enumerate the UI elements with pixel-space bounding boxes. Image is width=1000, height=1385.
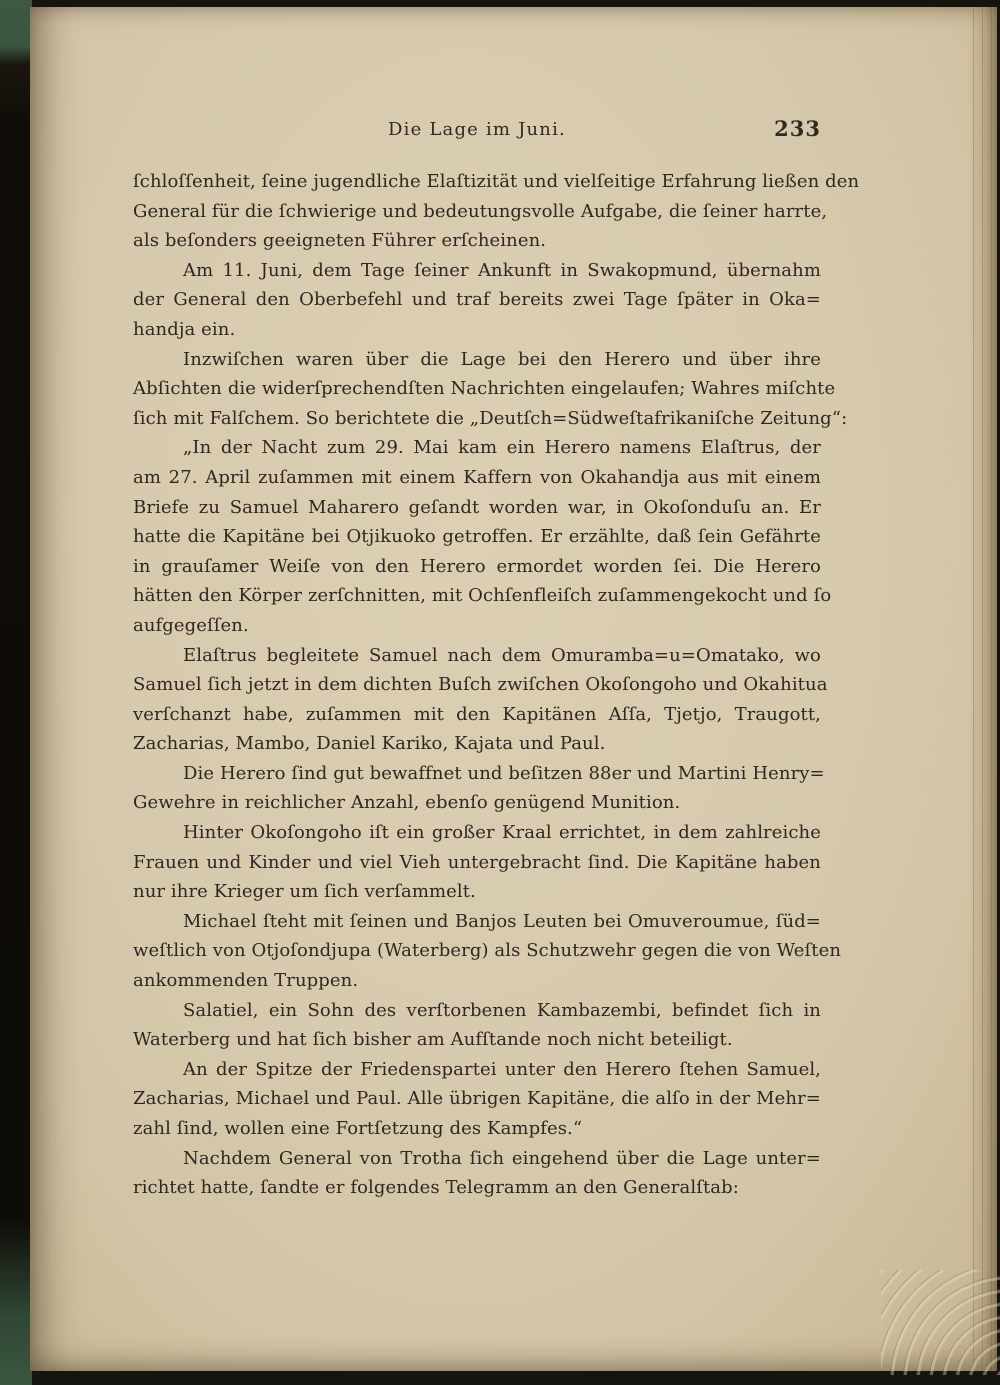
paragraph — [133, 641, 828, 759]
text-line: in grauſamer Weiſe von den Herero ermordet worden ſei. Die Herero — [133, 555, 821, 577]
text-line: zahl ſind, wollen eine Fortſetzung des Kampfes.“ — [133, 1118, 583, 1139]
paragraph — [133, 256, 821, 345]
page — [30, 7, 997, 1371]
text-line: General für die ſchwierige und bedeutungsvolle Aufgabe, die ſeiner harrte, — [133, 200, 828, 222]
text-line: Samuel ſich jetzt in dem dichten Buſch zwiſchen Okoſongoho und Okahitua — [133, 674, 828, 696]
page-body — [133, 167, 860, 1203]
text-line: ſchloſſenheit, ſeine jugendliche Elaſtizität und vielſeitige Erfahrung ließen den — [133, 171, 860, 192]
paragraph — [133, 345, 848, 434]
text-line: „In der Nacht zum 29. Mai kam ein Herero namens Elaſtrus, der — [183, 437, 821, 459]
paragraph — [133, 167, 860, 256]
paragraph — [133, 996, 821, 1055]
text-line: ankommenden Truppen. — [133, 970, 359, 992]
text-line: am 27. April zuſammen mit einem Kaffern von Okahandja aus mit einem — [133, 466, 821, 488]
text-line: Briefe zu Samuel Maharero geſandt worden war, in Okoſonduſu an. Er — [133, 496, 821, 518]
text-line: hätten den Körper zerſchnitten, mit Ochſenfleiſch zuſammengekocht und ſo — [133, 585, 832, 607]
text-line: hatte die Kapitäne bei Otjikuoko getroffen. Er erzählte, daß ſein Gefährte — [133, 526, 821, 548]
text-line: als beſonders geeigneten Führer erſcheinen. — [133, 230, 547, 252]
text-line: An der Spitze der Friedenspartei unter den Herero ſtehen Samuel, — [183, 1058, 821, 1080]
paragraph — [133, 1055, 821, 1144]
text-line: Zacharias, Michael und Paul. Alle übrigen Kapitäne, die alſo in der Mehr= — [133, 1088, 821, 1110]
text-line: Zacharias, Mambo, Daniel Kariko, Kajata und Paul. — [133, 733, 606, 755]
text-line: Am 11. Juni, dem Tage ſeiner Ankunft in Swakopmund, übernahm — [183, 259, 821, 281]
text-line: Nachdem General von Trotha ſich eingehend über die Lage unter= — [183, 1147, 821, 1169]
text-line: Elaſtrus begleitete Samuel nach dem Omuramba=u=Omatako, wo — [183, 644, 821, 666]
paragraph — [133, 433, 832, 640]
paragraph — [133, 907, 842, 996]
text-line: weſtlich von Otjoſondjupa (Waterberg) als Schutzwehr gegen die von Weſten — [133, 940, 842, 962]
page-number: 233 — [774, 116, 821, 141]
text-line: aufgegeſſen. — [133, 614, 249, 636]
text-line: Frauen und Kinder und viel Vieh untergebracht ſind. Die Kapitäne haben — [133, 851, 821, 873]
running-header — [133, 116, 821, 141]
text-line: Die Herero ſind gut bewaffnet und beſitzen 88er und Martini Henry= — [183, 762, 825, 784]
text-line: Salatiel, ein Sohn des verſtorbenen Kambazembi, befindet ſich in — [183, 999, 821, 1021]
text-line: verſchanzt habe, zuſammen mit den Kapitänen Aſſa, Tjetjo, Traugott, — [133, 703, 821, 725]
page-stack-edges — [967, 7, 997, 1371]
text-line: Inzwiſchen waren über die Lage bei den Herero und über ihre — [183, 348, 821, 370]
text-line: Gewehre in reichlicher Anzahl, ebenſo genügend Munition. — [133, 792, 681, 814]
text-line: Hinter Okoſongoho iſt ein großer Kraal errichtet, in dem zahlreiche — [183, 822, 821, 844]
text-line: nur ihre Krieger um ſich verſammelt. — [133, 881, 476, 903]
paragraph — [133, 818, 821, 907]
text-line: Waterberg und hat ſich bisher am Aufſtande noch nicht beteiligt. — [133, 1029, 733, 1051]
text-line: richtet hatte, ſandte er folgendes Telegramm an den Generalſtab: — [133, 1177, 739, 1199]
text-line: ſich mit Falſchem. So berichtete die „Deutſch=Südweſtafrikaniſche Zeitung“: — [133, 407, 848, 429]
page-header-title: Die Lage im Juni. — [388, 119, 566, 140]
paragraph — [133, 759, 825, 818]
text-line: handja ein. — [133, 318, 236, 340]
text-line: Abſichten die widerſprechendſten Nachrichten eingelaufen; Wahres miſchte — [133, 378, 836, 400]
page-corner-stack — [881, 1270, 1000, 1375]
paragraph — [133, 1144, 821, 1203]
text-line: der General den Oberbefehl und traf bereits zwei Tage ſpäter in Oka= — [133, 289, 821, 311]
book-binding-edge — [0, 0, 32, 1385]
text-line: Michael ſteht mit ſeinen und Banjos Leuten bei Omuveroumue, ſüd= — [183, 910, 821, 932]
